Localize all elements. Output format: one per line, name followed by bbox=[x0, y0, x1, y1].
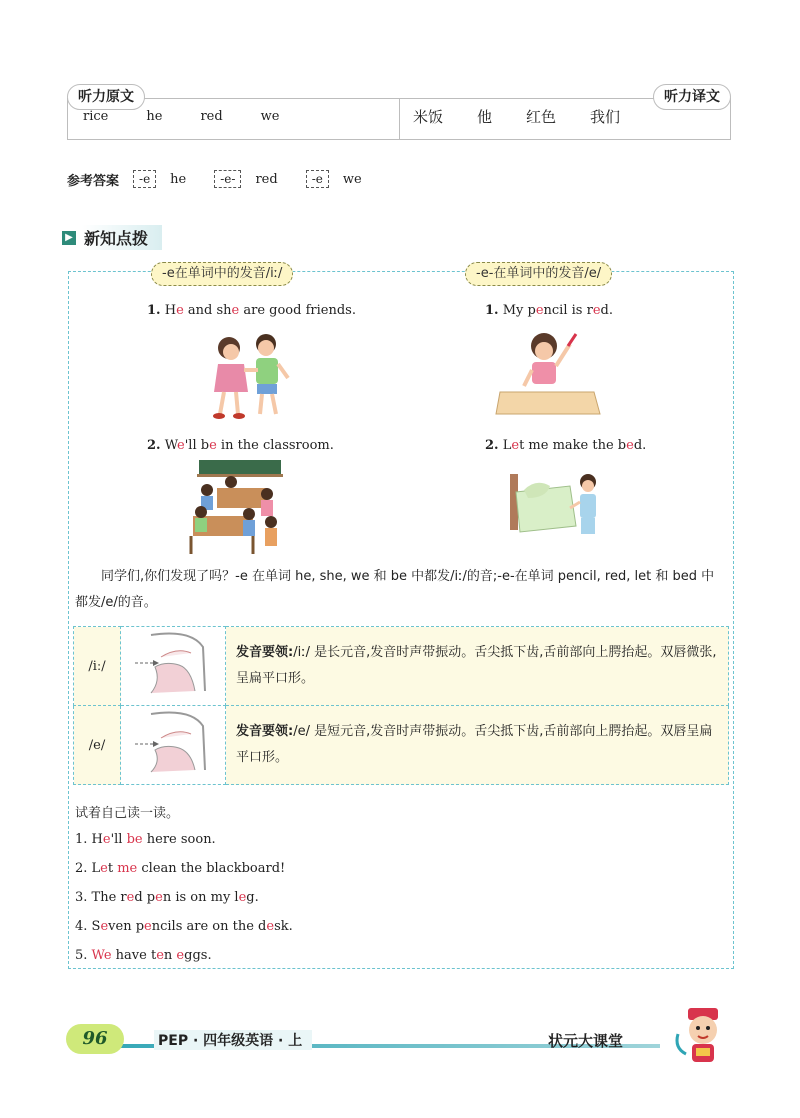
tip-label: 发音要领: bbox=[236, 724, 294, 739]
chinese-word: 红色 bbox=[526, 108, 557, 126]
left-column-heading: -e在单词中的发音/iː/ bbox=[151, 262, 293, 286]
chinese-word: 他 bbox=[477, 108, 493, 126]
text-part: ncil is r bbox=[543, 303, 593, 318]
example-sentence bbox=[485, 303, 613, 318]
text-part: 4. S bbox=[75, 919, 101, 934]
pronunciation-table bbox=[73, 626, 729, 785]
phonetic-symbol: /iː/ bbox=[74, 627, 121, 706]
highlight-part: e bbox=[177, 438, 185, 453]
right-column-heading: -e-在单词中的发音/e/ bbox=[465, 262, 612, 286]
english-word: red bbox=[200, 109, 223, 124]
sentence-number: 1. bbox=[147, 303, 161, 318]
tip-label: 发音要领: bbox=[236, 645, 294, 660]
text-part: 'll bbox=[110, 832, 127, 847]
highlight-part: e bbox=[144, 919, 152, 934]
highlight-part: be bbox=[126, 832, 143, 847]
page-number: 96 bbox=[66, 1024, 124, 1054]
english-word: he bbox=[146, 109, 163, 124]
text-part: g. bbox=[246, 890, 259, 905]
text-part: ncils are on the d bbox=[151, 919, 267, 934]
main-content-box bbox=[68, 266, 734, 969]
mouth-diagram-cell bbox=[121, 706, 226, 785]
answer-word: he bbox=[170, 171, 187, 187]
text-part: t bbox=[107, 861, 118, 876]
highlight-part: me bbox=[117, 861, 138, 876]
highlight-part: e bbox=[100, 919, 109, 934]
highlight-part: e bbox=[126, 890, 135, 905]
chinese-word-list bbox=[413, 106, 654, 127]
text-part: 'll b bbox=[184, 438, 210, 453]
highlight-part: e bbox=[511, 438, 520, 453]
text-part: W bbox=[164, 438, 178, 453]
friends-illustration bbox=[204, 330, 294, 420]
example-sentence bbox=[485, 438, 646, 453]
section-heading bbox=[62, 225, 162, 250]
answer-blank: -e bbox=[133, 170, 156, 188]
text-part: here soon. bbox=[142, 832, 216, 847]
text-part: H bbox=[164, 303, 177, 318]
classroom-illustration bbox=[187, 460, 287, 556]
text-part: 3. The r bbox=[75, 890, 127, 905]
practice-title: 试着自己读一读。 bbox=[75, 806, 180, 821]
text-part: d. bbox=[633, 438, 647, 453]
text-part: d p bbox=[134, 890, 156, 905]
girl-pencil-illustration bbox=[494, 330, 604, 420]
pronunciation-tip bbox=[226, 627, 729, 706]
text-part: My p bbox=[502, 303, 536, 318]
book-title: PEP · 四年级英语 · 上 bbox=[154, 1030, 312, 1050]
text-part: ven p bbox=[108, 919, 145, 934]
practice-item bbox=[75, 915, 293, 944]
mouth-diagram bbox=[121, 627, 225, 701]
answers-label: 参考答案 bbox=[67, 173, 120, 189]
highlight-part: e bbox=[156, 948, 164, 963]
highlight-part: e bbox=[592, 303, 601, 318]
text-part: sk. bbox=[274, 919, 293, 934]
highlight-part: e bbox=[266, 919, 275, 934]
english-word: we bbox=[260, 109, 280, 124]
pronunciation-tip bbox=[226, 706, 729, 785]
text-part: n is on my l bbox=[162, 890, 239, 905]
mascot-icon bbox=[672, 1004, 734, 1068]
highlight-part: e bbox=[102, 832, 111, 847]
making-bed-illustration bbox=[506, 468, 606, 548]
text-part: and sh bbox=[183, 303, 232, 318]
practice-item bbox=[75, 886, 293, 915]
answer-blank: -e- bbox=[214, 170, 241, 188]
highlight-part: e bbox=[626, 438, 634, 453]
text-part: are good friends. bbox=[239, 303, 356, 318]
text-part: L bbox=[502, 438, 512, 453]
brand-name: 状元大课堂 bbox=[548, 1032, 624, 1050]
mouth-diagram bbox=[121, 706, 225, 780]
listening-box bbox=[67, 84, 731, 140]
chinese-word: 我们 bbox=[590, 108, 621, 126]
listening-original-tag: 听力原文 bbox=[67, 84, 145, 110]
text-part: 5. bbox=[75, 948, 92, 963]
tip-text: /e/ 是短元音,发音时声带振动。舌尖抵下齿,舌前部向上腭抬起。双唇呈扁平口形。 bbox=[236, 724, 713, 765]
answer-word: red bbox=[255, 171, 278, 187]
practice-item bbox=[75, 944, 293, 973]
practice-item bbox=[75, 828, 293, 857]
tip-text: /iː/ 是长元音,发音时声带振动。舌尖抵下齿,舌前部向上腭抬起。双唇微张,呈扁平口形。 bbox=[236, 645, 717, 686]
highlight-part: e bbox=[231, 303, 240, 318]
text-part: in the classroom. bbox=[216, 438, 334, 453]
english-word-list bbox=[83, 109, 318, 124]
pronunciation-row bbox=[74, 706, 729, 785]
highlight-part: e bbox=[535, 303, 544, 318]
chevron-right-icon: ▶ bbox=[62, 231, 76, 245]
listening-translation-tag: 听力译文 bbox=[653, 84, 731, 110]
highlight-part: e bbox=[176, 948, 185, 963]
sentence-number: 1. bbox=[485, 303, 499, 318]
pronunciation-row bbox=[74, 627, 729, 706]
highlight-part: e bbox=[155, 890, 163, 905]
answer-blank: -e bbox=[306, 170, 329, 188]
section-title: 新知点拨 bbox=[82, 225, 162, 250]
text-part: 2. L bbox=[75, 861, 101, 876]
highlight-part: e bbox=[176, 303, 184, 318]
text-part: n bbox=[163, 948, 177, 963]
chinese-word: 米饭 bbox=[413, 108, 444, 126]
text-part: d. bbox=[600, 303, 613, 318]
reference-answers bbox=[67, 167, 390, 191]
mouth-diagram-cell bbox=[121, 627, 226, 706]
highlight-part: e bbox=[100, 861, 108, 876]
sentence-number: 2. bbox=[147, 438, 161, 453]
text-part: t me make the b bbox=[519, 438, 627, 453]
listening-divider bbox=[399, 98, 400, 140]
english-word: rice bbox=[83, 109, 109, 124]
highlight-part: e bbox=[209, 438, 217, 453]
text-part: clean the blackboard! bbox=[137, 861, 286, 876]
text-part: have t bbox=[111, 948, 157, 963]
page-footer bbox=[60, 1022, 740, 1062]
sentence-number: 2. bbox=[485, 438, 499, 453]
practice-list bbox=[75, 828, 293, 973]
answer-word: we bbox=[342, 171, 362, 187]
text-part: 1. H bbox=[75, 832, 103, 847]
example-sentence bbox=[147, 438, 334, 453]
text-part: ggs. bbox=[184, 948, 212, 963]
phonetic-symbol: /e/ bbox=[74, 706, 121, 785]
practice-item bbox=[75, 857, 293, 886]
discovery-paragraph: 同学们,你们发现了吗？-e 在单词 he, she, we 和 be 中都发/iː/的音;-e-在单词 pencil, red, let 和 bed 中都发/e/的音。 bbox=[75, 569, 715, 610]
example-sentence bbox=[147, 303, 356, 318]
highlight-part: e bbox=[238, 890, 247, 905]
highlight-part: We bbox=[91, 948, 112, 963]
